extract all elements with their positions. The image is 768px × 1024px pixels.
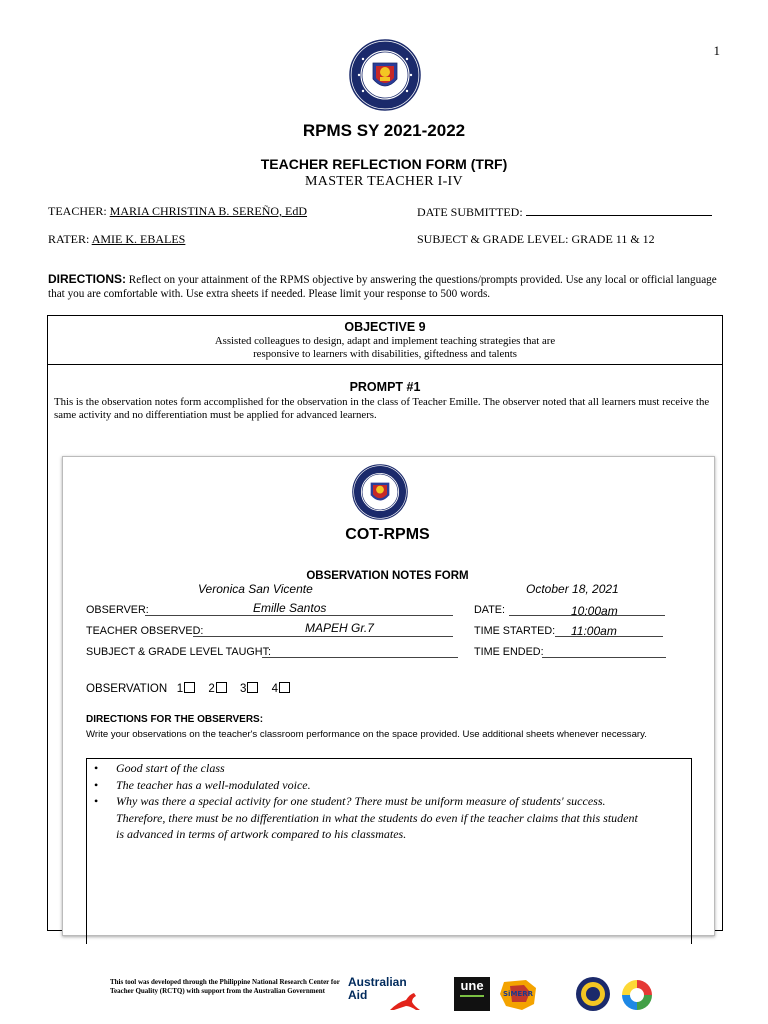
- observer-label: OBSERVER:: [86, 604, 149, 616]
- observer-line: [145, 615, 453, 616]
- subject-taught-label: SUBJECT & GRADE LEVEL TAUGHT:: [86, 646, 271, 658]
- date-line: [509, 615, 665, 616]
- date-value: October 18, 2021: [526, 582, 619, 596]
- subject-taught-value: MAPEH Gr.7: [305, 621, 374, 635]
- teacher-observed-label: TEACHER OBSERVED:: [86, 625, 204, 637]
- directions-label: DIRECTIONS:: [48, 272, 126, 286]
- time-started-line: [555, 636, 663, 637]
- rater-field: [48, 232, 185, 247]
- time-ended-label: TIME ENDED:: [474, 646, 544, 658]
- time-started-value: 10:00am: [571, 604, 618, 618]
- observation-checkbox-3[interactable]: [247, 682, 258, 693]
- directions-text: Reflect on your attainment of the RPMS objective by answering the questions/prompts provided. Use any local or official language that you are comfortable with. Use extra sheets if needed. Please limit your response to 500 words.: [48, 274, 717, 300]
- prompt-text: This is the observation notes form accomplished for the observation in the class of Teacher Emille. The observer noted that all learners must receive the same activity and no differentiation must be applied for advanced learners.: [54, 396, 710, 421]
- teacher-label: TEACHER:: [48, 204, 107, 218]
- observation-option-3: 3: [239, 683, 247, 695]
- date-submitted-label: DATE SUBMITTED:: [417, 205, 523, 219]
- time-ended-value: 11:00am: [571, 624, 617, 638]
- subject-taught-line: [262, 657, 458, 658]
- kangaroo-icon: [388, 990, 422, 1012]
- page-title: RPMS SY 2021-2022: [302, 121, 466, 140]
- form-title: TEACHER REFLECTION FORM (TRF): [260, 156, 508, 172]
- une-logo: [454, 977, 490, 1011]
- observation-notes: [94, 760, 646, 843]
- observer-directions-text: Write your observations on the teacher's classroom performance on the space provided. Use additional sheets whenever necessary.: [86, 729, 647, 740]
- observation-option-1: 1: [176, 683, 184, 695]
- university-seal-icon: [575, 976, 611, 1012]
- form-subtitle: MASTER TEACHER I-IV: [305, 174, 463, 189]
- observer-value: Veronica San Vicente: [198, 582, 313, 596]
- time-ended-line: [542, 657, 666, 658]
- objective-divider: [47, 364, 723, 365]
- australian-aid-logo: [348, 976, 426, 1016]
- observation-option-4: 4: [271, 683, 278, 695]
- teacher-observed-line: [193, 636, 453, 637]
- date-submitted-field: [417, 204, 712, 220]
- date-label: DATE:: [474, 604, 505, 616]
- rater-value: AMIE K. EBALES: [91, 232, 186, 246]
- page-number: 1: [713, 43, 720, 58]
- observation-checkbox-1[interactable]: [184, 682, 195, 693]
- time-started-label: TIME STARTED:: [474, 625, 556, 637]
- observation-label: OBSERVATION: [86, 683, 168, 695]
- list-item: • Why was there a special activity for one student? There must be uniform measure of students' success. Therefore, there must be no differentiation in what the students do even if the teacher claims that this student is advanced in terms of artwork compared to his classmates.: [94, 794, 638, 841]
- objective-line-2: responsive to learners with disabilities, giftedness and talents: [253, 348, 517, 360]
- teacher-field: [48, 204, 307, 219]
- list-item: • The teacher has a well-modulated voice.: [94, 777, 311, 792]
- deped-seal-icon: [349, 39, 421, 111]
- rctq-logo-icon: [618, 976, 656, 1014]
- directions: [48, 272, 720, 301]
- smerr-logo-text: SiMERR: [503, 990, 533, 998]
- deped-seal-icon: [352, 464, 408, 520]
- date-submitted-blank[interactable]: [526, 204, 712, 216]
- footer-credit: This tool was developed through the Philippine National Research Center for Teacher Quality (RCTQ) with support from the Australian Government: [110, 978, 340, 995]
- objective-heading: OBJECTIVE 9: [344, 320, 426, 334]
- subject-grade-label: SUBJECT & GRADE LEVEL:: [417, 232, 569, 246]
- observation-row: [86, 682, 300, 695]
- rater-label: RATER:: [48, 232, 90, 246]
- aus-aid-line-2: Aid: [348, 988, 368, 1002]
- cot-title: COT-RPMS: [345, 526, 430, 543]
- observer-directions-heading: DIRECTIONS FOR THE OBSERVERS:: [86, 714, 264, 725]
- teacher-value: MARIA CHRISTINA B. SEREÑO, EdD: [109, 204, 308, 218]
- observation-checkbox-2[interactable]: [216, 682, 227, 693]
- teacher-observed-value: Emille Santos: [253, 601, 327, 615]
- observation-option-2: 2: [208, 683, 215, 695]
- subject-grade-value: GRADE 11 & 12: [571, 232, 655, 246]
- subject-grade-field: [417, 232, 655, 247]
- observation-checkbox-4[interactable]: [279, 682, 290, 693]
- aus-aid-line-1: Australian: [348, 975, 407, 989]
- prompt-heading: PROMPT #1: [349, 380, 421, 394]
- observation-notes-form-title: OBSERVATION NOTES FORM: [306, 570, 469, 582]
- list-item: • Good start of the class: [94, 761, 225, 775]
- objective-line-1: Assisted colleagues to design, adapt and implement teaching strategies that are: [214, 335, 556, 347]
- une-logo-text: une: [460, 978, 484, 993]
- smerr-logo: [496, 976, 540, 1012]
